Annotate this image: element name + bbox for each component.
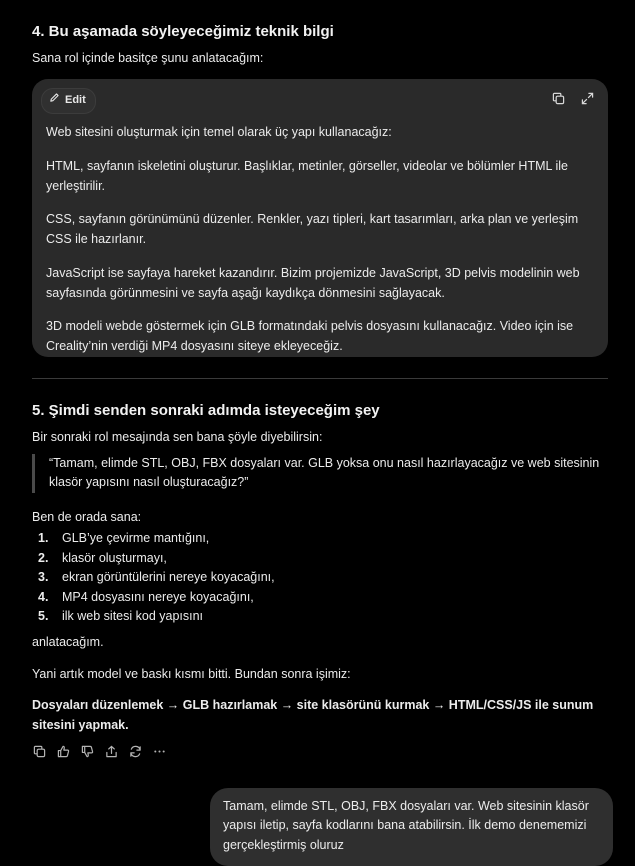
section-5-intro: Bir sonraki rol mesajında sen bana şöyle diyebilirsin: xyxy=(32,430,323,444)
list-text: ekran görüntülerini nereye koyacağını, xyxy=(62,570,275,585)
list-number: 1. xyxy=(38,531,49,546)
section-5-heading: 5. Şimdi senden sonraki adımda isteyeceğim şey xyxy=(32,402,380,419)
list-outro: anlatacağım. xyxy=(32,635,104,649)
divider xyxy=(32,378,608,379)
list-item xyxy=(32,588,275,608)
list-item xyxy=(32,529,275,549)
user-message-bubble: Tamam, elimde STL, OBJ, FBX dosyaları var. Web sitesinin klasör yapısı iletip, sayfa kodlarını bana atabilirsin. İlk demo denememizi gerçekleştirmiş oluruz xyxy=(210,788,613,866)
message-actions xyxy=(32,744,167,759)
thumbs-down-icon[interactable] xyxy=(80,744,95,759)
section-4-intro: Sana rol içinde basitçe şunu anlatacağım: xyxy=(32,51,264,65)
summary-text: Yani artık model ve baskı kısmı bitti. Bundan sonra işimiz: xyxy=(32,667,351,681)
list-text: ilk web sitesi kod yapısını xyxy=(62,609,204,624)
list-item xyxy=(32,568,275,588)
regenerate-icon[interactable] xyxy=(128,744,143,759)
section-4-heading: 4. Bu aşamada söyleyeceğimiz teknik bilgi xyxy=(32,23,334,40)
list-number: 2. xyxy=(38,550,49,565)
list-item xyxy=(32,549,275,569)
more-icon[interactable] xyxy=(152,744,167,759)
list-number: 3. xyxy=(38,570,49,585)
list-text: klasör oluşturmayı, xyxy=(62,550,167,565)
copy-icon[interactable] xyxy=(32,744,47,759)
list-number: 4. xyxy=(38,589,49,604)
list-text: GLB’ye çevirme mantığını, xyxy=(62,531,210,546)
box-paragraph: JavaScript ise sayfaya hareket kazandırır. Bizim projemizde JavaScript, 3D pelvis modelinin web sayfasında görünmesini ve sayfa aşağı kaydıkça dönmesini sağlayacak. xyxy=(46,265,580,300)
edit-label: Edit xyxy=(65,94,86,107)
expand-icon[interactable] xyxy=(581,92,594,105)
box-paragraph: Web sitesini oluşturmak için temel olarak üç yapı kullanacağız: xyxy=(46,125,392,139)
list-intro: Ben de orada sana: xyxy=(32,510,142,524)
blockquote: “Tamam, elimde STL, OBJ, FBX dosyaları var. GLB yoksa onu nasıl hazırlayacağız ve web sitesinin klasör yapısını nasıl oluşturacağız?” xyxy=(32,454,602,493)
box-paragraph: HTML, sayfanın iskeletini oluşturur. Başlıklar, metinler, görseller, videolar ve bölümler HTML ile yerleştirilir. xyxy=(46,158,568,193)
copy-icon[interactable] xyxy=(552,92,565,105)
edit-button[interactable] xyxy=(41,88,96,114)
summary-bold: Dosyaları düzenlemek → GLB hazırlamak → site klasörünü kurmak → HTML/CSS/JS ile sunum sitesini yapmak. xyxy=(32,698,594,732)
list-item xyxy=(32,607,275,627)
list-text: MP4 dosyasını nereye koyacağını, xyxy=(62,589,254,604)
pencil-icon xyxy=(49,92,60,109)
text-block xyxy=(32,79,608,357)
box-paragraph: 3D modeli webde göstermek için GLB formatındaki pelvis dosyasını kullanacağız. Video için ise Creality’nin verdiği MP4 dosyasını siteye ekleyeceğiz. xyxy=(46,319,574,353)
share-icon[interactable] xyxy=(104,744,119,759)
list-number: 5. xyxy=(38,609,49,624)
box-paragraph: CSS, sayfanın görünümünü düzenler. Renkler, yazı tipleri, kart tasarımları, arka plan ve yerleşim CSS ile hazırlanır. xyxy=(46,212,579,246)
thumbs-up-icon[interactable] xyxy=(56,744,71,759)
ordered-list xyxy=(32,529,275,627)
